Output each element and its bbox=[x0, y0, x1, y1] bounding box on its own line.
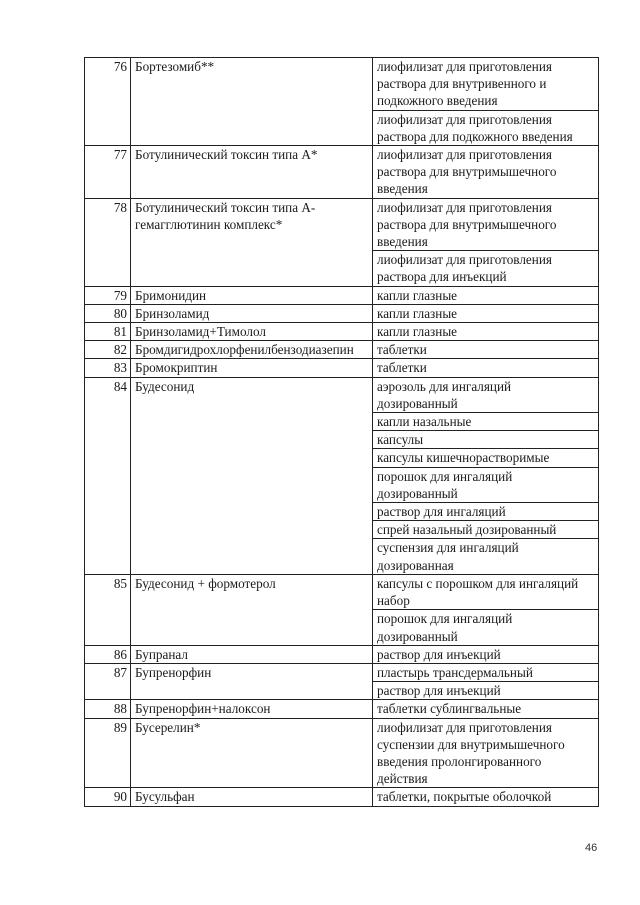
table-row bbox=[85, 574, 599, 609]
dosage-form: суспензия для ингаляций дозированная bbox=[373, 539, 599, 574]
table-row bbox=[85, 700, 599, 718]
drug-name: Ботулинический токсин типа А-гемагглютинин комплекс* bbox=[131, 198, 373, 286]
table-row bbox=[85, 341, 599, 359]
drug-name: Бринзоламид bbox=[131, 304, 373, 322]
drug-name: Ботулинический токсин типа А* bbox=[131, 146, 373, 199]
drug-name: Бупранал bbox=[131, 645, 373, 663]
drug-table-body bbox=[85, 58, 599, 807]
dosage-form: раствор для инъекций bbox=[373, 682, 599, 700]
drug-name: Бортезомиб** bbox=[131, 58, 373, 146]
row-number: 82 bbox=[85, 341, 131, 359]
dosage-form: лиофилизат для приготовления раствора для внутримышечного введения bbox=[373, 146, 599, 199]
table-row bbox=[85, 663, 599, 681]
dosage-form: капсулы с порошком для ингаляций набор bbox=[373, 574, 599, 609]
dosage-form: порошок для ингаляций дозированный bbox=[373, 610, 599, 645]
dosage-form: таблетки, покрытые оболочкой bbox=[373, 788, 599, 806]
row-number: 88 bbox=[85, 700, 131, 718]
dosage-form: раствор для ингаляций bbox=[373, 503, 599, 521]
dosage-form: капли глазные bbox=[373, 286, 599, 304]
drug-table bbox=[84, 57, 599, 807]
dosage-form: лиофилизат для приготовления раствора для инъекций bbox=[373, 251, 599, 286]
table-row bbox=[85, 286, 599, 304]
table-row bbox=[85, 198, 599, 251]
table-row bbox=[85, 304, 599, 322]
drug-name: Бромдигидрохлорфенилбензодиазепин bbox=[131, 341, 373, 359]
dosage-form: аэрозоль для ингаляций дозированный bbox=[373, 377, 599, 412]
table-row bbox=[85, 146, 599, 199]
dosage-form: капли глазные bbox=[373, 304, 599, 322]
dosage-form: лиофилизат для приготовления раствора для внутривенного и подкожного введения bbox=[373, 58, 599, 111]
row-number: 89 bbox=[85, 718, 131, 788]
row-number: 80 bbox=[85, 304, 131, 322]
dosage-form: раствор для инъекций bbox=[373, 645, 599, 663]
table-row bbox=[85, 718, 599, 788]
dosage-form: лиофилизат для приготовления суспензии для внутримышечного введения пролонгированного действия bbox=[373, 718, 599, 788]
dosage-form: капсулы bbox=[373, 431, 599, 449]
dosage-form: капсулы кишечнорастворимые bbox=[373, 449, 599, 467]
drug-name: Бринзоламид+Тимолол bbox=[131, 323, 373, 341]
drug-name: Будесонид bbox=[131, 377, 373, 574]
row-number: 79 bbox=[85, 286, 131, 304]
drug-name: Бупренорфин bbox=[131, 663, 373, 699]
page-number: 46 bbox=[585, 842, 598, 854]
drug-name: Бупренорфин+налоксон bbox=[131, 700, 373, 718]
table-row bbox=[85, 58, 599, 111]
dosage-form: порошок для ингаляций дозированный bbox=[373, 467, 599, 502]
row-number: 81 bbox=[85, 323, 131, 341]
dosage-form: таблетки bbox=[373, 341, 599, 359]
table-row bbox=[85, 323, 599, 341]
row-number: 83 bbox=[85, 359, 131, 377]
table-row bbox=[85, 359, 599, 377]
table-row bbox=[85, 645, 599, 663]
row-number: 77 bbox=[85, 146, 131, 199]
table-row bbox=[85, 377, 599, 412]
drug-name: Бусульфан bbox=[131, 788, 373, 806]
row-number: 87 bbox=[85, 663, 131, 699]
dosage-form: спрей назальный дозированный bbox=[373, 521, 599, 539]
drug-name: Будесонид + формотерол bbox=[131, 574, 373, 645]
dosage-form: лиофилизат для приготовления раствора для подкожного введения bbox=[373, 110, 599, 145]
row-number: 90 bbox=[85, 788, 131, 806]
dosage-form: капли назальные bbox=[373, 413, 599, 431]
dosage-form: таблетки сублингвальные bbox=[373, 700, 599, 718]
drug-name: Бромокриптин bbox=[131, 359, 373, 377]
row-number: 86 bbox=[85, 645, 131, 663]
dosage-form: капли глазные bbox=[373, 323, 599, 341]
dosage-form: лиофилизат для приготовления раствора для внутримышечного введения bbox=[373, 198, 599, 251]
row-number: 84 bbox=[85, 377, 131, 574]
dosage-form: таблетки bbox=[373, 359, 599, 377]
table-row bbox=[85, 788, 599, 806]
dosage-form: пластырь трансдермальный bbox=[373, 663, 599, 681]
drug-name: Бримонидин bbox=[131, 286, 373, 304]
drug-name: Бусерелин* bbox=[131, 718, 373, 788]
row-number: 76 bbox=[85, 58, 131, 146]
row-number: 78 bbox=[85, 198, 131, 286]
row-number: 85 bbox=[85, 574, 131, 645]
